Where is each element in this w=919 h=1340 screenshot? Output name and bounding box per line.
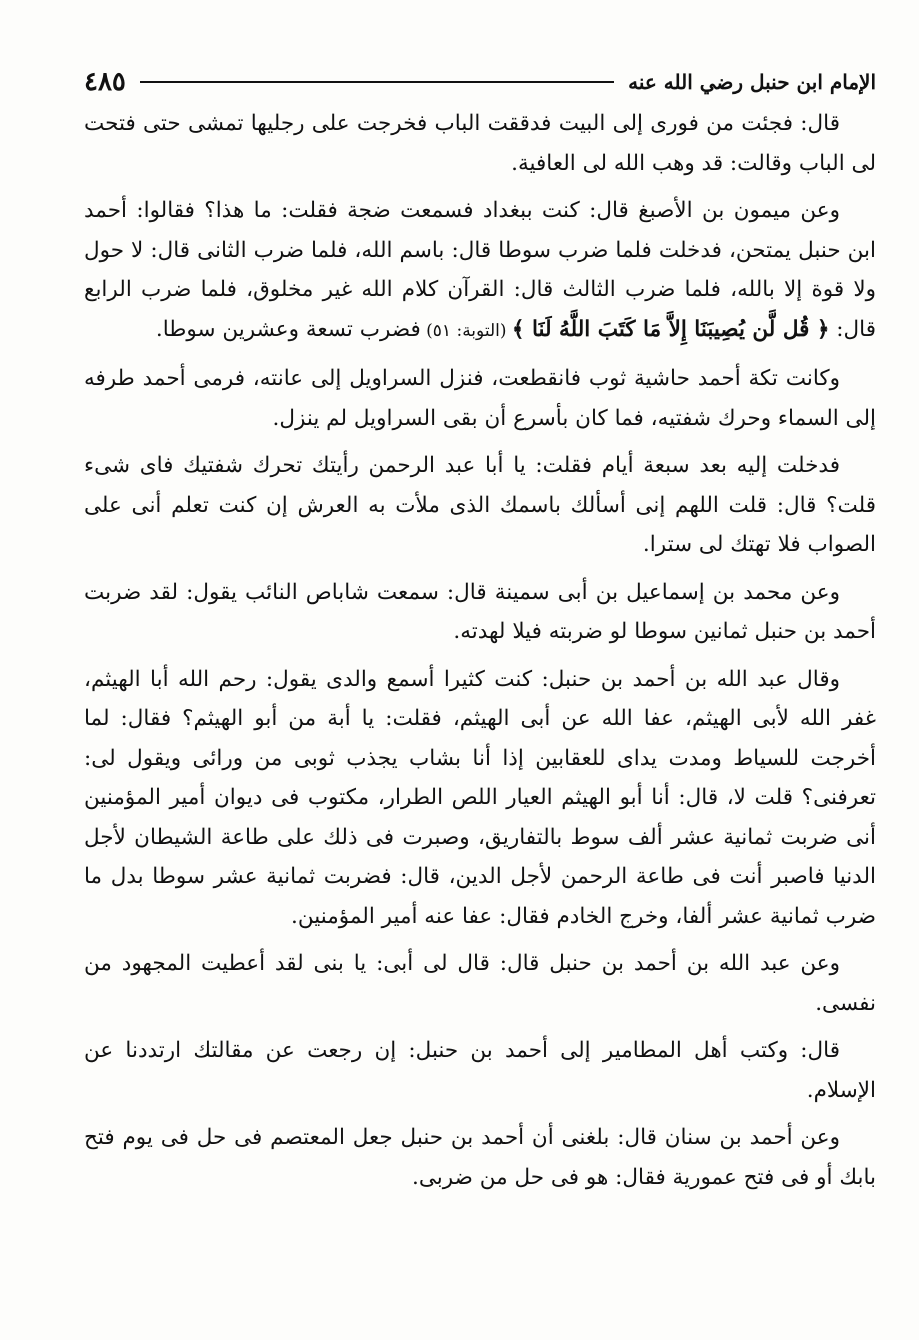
paragraph-9: وعن أحمد بن سنان قال: بلغنى أن أحمد بن حنبل جعل المعتصم فى حل فى يوم فتح بابك أو فى فتح عمورية فقال: هو فى حل من ضربى. <box>84 1125 876 1190</box>
paragraph-3: وكانت تكة أحمد حاشية ثوب فانقطعت، فنزل السراويل إلى عانته، فرمى أحمد طرفه إلى السماء وحرك شفتيه، فما كان بأسرع أن بقى السراويل لم ينزل. <box>84 366 876 431</box>
quran-verse: ﴿ قُل لَّن يُصِيبَنَا إِلاَّ مَا كَتَبَ اللَّهُ لَنَا ﴾ <box>511 316 830 342</box>
page-number: ٤٨٥ <box>84 67 126 97</box>
page-body <box>84 104 876 1205</box>
verse-reference: (التوبة: ٥١) <box>420 320 512 341</box>
paragraph-2: وعن ميمون بن الأصبغ قال: كنت ببغداد فسمعت ضجة فقلت: ما هذا؟ فقالوا: أحمد ابن حنبل يمتحن، فدخلت فلما ضرب سوطا قال: باسم الله، فلما ضرب الثانى قال: لا حول ولا قوة إلا بالله، فلما ضرب الثالث قال: القرآن كلام الله غير مخلوق، فلما ضرب الرابع قال: ﴿ قُل لَّن يُصِيبَنَا إِلاَّ مَا كَتَبَ اللَّهُ لَنَا ﴾ (التوبة: ٥١) فضرب تسعة وعشرين سوطا. <box>84 198 876 342</box>
paragraph-8: قال: وكتب أهل المطامير إلى أحمد بن حنبل: إن رجعت عن مقالتك ارتددنا عن الإسلام. <box>84 1038 876 1103</box>
paragraph-7: وعن عبد الله بن أحمد بن حنبل قال: قال لى أبى: يا بنى لقد أعطيت المجهود من نفسى. <box>84 951 876 1016</box>
paragraph-1: قال: فجئت من فورى إلى البيت فدققت الباب فخرجت على رجليها تمشى حتى فتحت لى الباب وقالت: قد وهب الله لى العافية. <box>84 111 876 176</box>
header-rule <box>140 81 614 83</box>
paragraph-6: وقال عبد الله بن أحمد بن حنبل: كنت كثيرا أسمع والدى يقول: رحم الله أبا الهيثم، غفر الله لأبى الهيثم، عفا الله عن أبى الهيثم، فقلت: يا أبة من أبو الهيثم؟ فقال: لما أخرجت للسياط ومدت يداى للعقابين إذا أنا بشاب يجذب ثوبى من ورائى ويقول لى: تعرفنى؟ قلت لا، قال: أنا أبو الهيثم العيار اللص الطرار، مكتوب فى ديوان أمير المؤمنين أنى ضربت ثمانية عشر ألف سوط بالتفاريق، وصبرت فى ذلك على طاعة الشيطان لأجل الدنيا فاصبر أنت فى طاعة الرحمن لأجل الدين، قال: فضربت ثمانية عشر سوطا بدل ما ضرب ثمانية عشر ألفا، وخرج الخادم فقال: عفا عنه أمير المؤمنين. <box>84 666 876 929</box>
running-title: الإمام ابن حنبل رضي الله عنه <box>628 70 876 94</box>
paragraph-4: فدخلت إليه بعد سبعة أيام فقلت: يا أبا عبد الرحمن رأيتك تحرك شفتيك فاى شىء قلت؟ قال: قلت اللهم إنى أسألك باسمك الذى ملأت به العرش إن كنت تعلم أنى على الصواب فلا تهتك لى سترا. <box>84 453 876 557</box>
paragraph-5: وعن محمد بن إسماعيل بن أبى سمينة قال: سمعت شاباص النائب يقول: لقد ضربت أحمد بن حنبل ثمانين سوطا لو ضربته فيلا لهدته. <box>84 579 876 644</box>
page-header <box>84 62 876 102</box>
